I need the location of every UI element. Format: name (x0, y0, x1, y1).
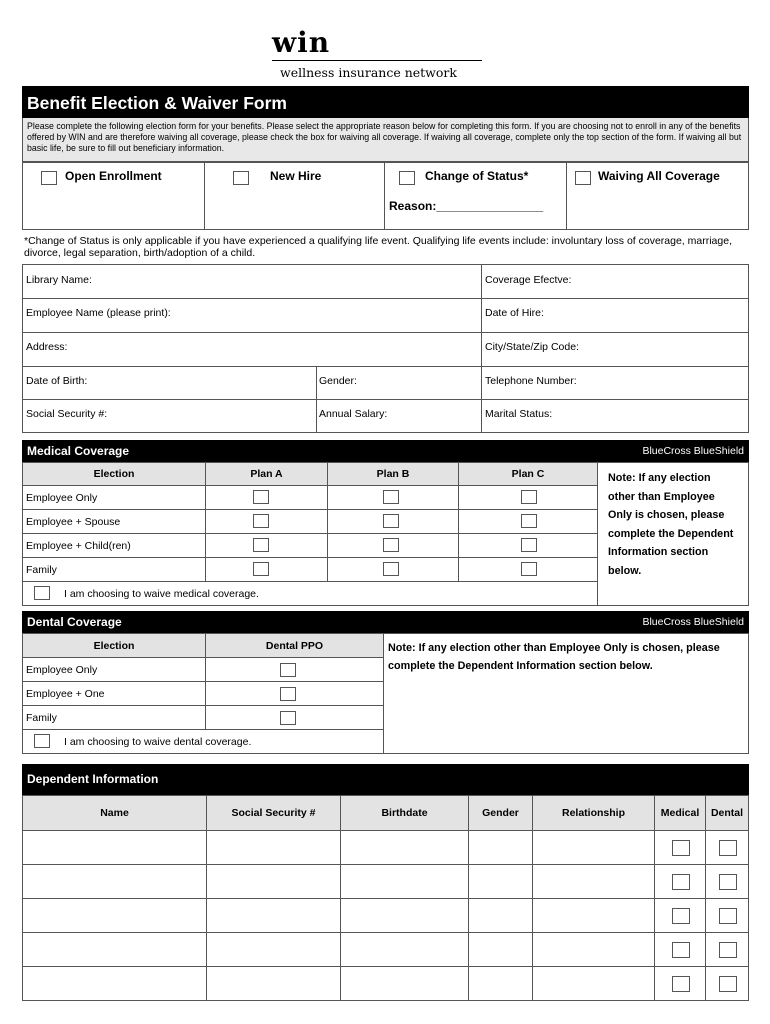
dental-note-cell (383, 633, 749, 754)
dependent-medical-checkbox[interactable] (672, 874, 690, 890)
dependent-name-cell[interactable] (22, 830, 207, 865)
logo (268, 26, 488, 86)
medical-family-plan-b-checkbox[interactable] (383, 562, 399, 576)
telephone-field[interactable]: Telephone Number: (485, 375, 577, 387)
dental-row-label: Family (22, 705, 206, 730)
dependent-birthdate-cell[interactable] (340, 932, 469, 967)
dependent-gender-cell[interactable] (468, 898, 533, 933)
dependent-ssn-cell[interactable] (206, 898, 341, 933)
dental-row-label: Employee + One (22, 681, 206, 706)
dependent-gender-cell[interactable] (468, 932, 533, 967)
waive-dental-label: I am choosing to waive dental coverage. (64, 736, 252, 748)
change-of-status-checkbox[interactable] (399, 171, 415, 185)
dependent-relationship-cell[interactable] (532, 864, 655, 899)
medical-employee-only-plan-b-checkbox[interactable] (383, 490, 399, 504)
medical-row-label: Employee Only (22, 485, 206, 510)
dental-col-election: Election (22, 633, 206, 658)
new-hire-label: New Hire (270, 169, 322, 183)
library-name-field[interactable]: Library Name: (26, 274, 92, 286)
dental-coverage-title: Dental Coverage (27, 615, 122, 629)
waive-dental-checkbox[interactable] (34, 734, 50, 748)
dependent-ssn-cell[interactable] (206, 864, 341, 899)
medical-coverage-title: Medical Coverage (27, 444, 130, 458)
form-title (22, 86, 749, 118)
dependent-medical-checkbox[interactable] (672, 908, 690, 924)
medical-note: Note: If any election other than Employee Only is chosen, please complete the Dependent Information section below. (608, 472, 734, 577)
coverage-effective-field[interactable]: Coverage Efectve: (485, 274, 572, 286)
annual-salary-field[interactable]: Annual Salary: (319, 408, 388, 420)
dependent-relationship-cell[interactable] (532, 932, 655, 967)
employee-info (22, 264, 749, 433)
dependent-ssn-cell[interactable] (206, 830, 341, 865)
open-enrollment-checkbox[interactable] (41, 171, 57, 185)
medical-family-plan-c-checkbox[interactable] (521, 562, 537, 576)
medical-employee-children-plan-a-checkbox[interactable] (253, 538, 269, 552)
dental-col-ppo: Dental PPO (205, 633, 384, 658)
medical-employee-children-plan-b-checkbox[interactable] (383, 538, 399, 552)
ssn-field[interactable]: Social Security #: (26, 408, 108, 420)
dependent-dental-checkbox[interactable] (719, 942, 737, 958)
dental-family-checkbox[interactable] (280, 711, 296, 725)
dependent-dental-checkbox[interactable] (719, 840, 737, 856)
medical-coverage-header (22, 440, 749, 462)
dental-table (22, 633, 749, 754)
dependent-medical-checkbox[interactable] (672, 942, 690, 958)
form-title-text: Benefit Election & Waiver Form (27, 93, 287, 113)
logo-name: win (272, 26, 331, 59)
dependent-col-ssn: Social Security # (206, 795, 341, 831)
medical-col-plan-b: Plan B (327, 462, 459, 486)
dental-note: Note: If any election other than Employee Only is chosen, please complete the Dependent Information section below. (388, 642, 720, 672)
medical-employee-only-plan-c-checkbox[interactable] (521, 490, 537, 504)
dental-coverage-header (22, 611, 749, 633)
waive-medical-checkbox[interactable] (34, 586, 50, 600)
dental-employee-one-checkbox[interactable] (280, 687, 296, 701)
date-of-birth-field[interactable]: Date of Birth: (26, 375, 88, 387)
date-of-hire-field[interactable]: Date of Hire: (485, 307, 544, 319)
dependent-birthdate-cell[interactable] (340, 830, 469, 865)
dependent-birthdate-cell[interactable] (340, 864, 469, 899)
dental-row-label: Employee Only (22, 657, 206, 682)
dependent-col-dental: Dental (705, 795, 749, 831)
medical-employee-spouse-plan-c-checkbox[interactable] (521, 514, 537, 528)
marital-status-field[interactable]: Marital Status: (485, 408, 553, 420)
dependent-birthdate-cell[interactable] (340, 898, 469, 933)
dependent-relationship-cell[interactable] (532, 830, 655, 865)
dependent-name-cell[interactable] (22, 966, 207, 1001)
dependent-dental-checkbox[interactable] (719, 908, 737, 924)
dental-carrier: BlueCross BlueShield (642, 616, 744, 628)
new-hire-checkbox[interactable] (233, 171, 249, 185)
dependent-gender-cell[interactable] (468, 830, 533, 865)
medical-family-plan-a-checkbox[interactable] (253, 562, 269, 576)
medical-employee-children-plan-c-checkbox[interactable] (521, 538, 537, 552)
dependent-info-title: Dependent Information (27, 772, 159, 786)
medical-employee-spouse-plan-b-checkbox[interactable] (383, 514, 399, 528)
dependent-ssn-cell[interactable] (206, 966, 341, 1001)
dependent-dental-checkbox[interactable] (719, 874, 737, 890)
instructions-box (22, 118, 749, 162)
reason-field[interactable]: Reason:________________ (389, 199, 544, 213)
dependent-medical-checkbox[interactable] (672, 840, 690, 856)
dental-employee-only-checkbox[interactable] (280, 663, 296, 677)
medical-carrier: BlueCross BlueShield (642, 445, 744, 457)
dependent-ssn-cell[interactable] (206, 932, 341, 967)
waive-medical-label: I am choosing to waive medical coverage. (64, 588, 259, 600)
dependent-name-cell[interactable] (22, 932, 207, 967)
medical-row-label: Employee + Spouse (22, 509, 206, 534)
medical-employee-spouse-plan-a-checkbox[interactable] (253, 514, 269, 528)
dependent-info-header (22, 764, 749, 795)
medical-col-plan-c: Plan C (458, 462, 598, 486)
dependent-col-birthdate: Birthdate (340, 795, 469, 831)
employee-name-field[interactable]: Employee Name (please print): (26, 307, 171, 319)
instructions-text: Please complete the following election form for your benefits. Please select the appropriate reason below for completing this form. If you are choosing not to enroll in any of the benefits offered by WIN and are therefore waiving all coverage, please check the box for waiving all coverage. If waiving all coverage, complete only the top section of the form. If waiving all but basic life, be sure to fill out beneficiary information. (27, 121, 742, 153)
dependent-col-name: Name (22, 795, 207, 831)
dependent-table (22, 795, 749, 1000)
logo-tagline: wellness insurance network (280, 65, 457, 80)
change-of-status-footnote: *Change of Status is only applicable if you have experienced a qualifying life event. Qualifying life events include: involuntary loss of coverage, marriage, divorce, legal separation, birth/adoption of a child. (24, 235, 732, 259)
medical-row-label: Family (22, 557, 206, 582)
dependent-birthdate-cell[interactable] (340, 966, 469, 1001)
dependent-col-gender: Gender (468, 795, 533, 831)
waiving-all-coverage-label: Waiving All Coverage (598, 169, 720, 183)
dependent-name-cell[interactable] (22, 864, 207, 899)
medical-table (22, 462, 749, 606)
dependent-col-relationship: Relationship (532, 795, 655, 831)
medical-employee-only-plan-a-checkbox[interactable] (253, 490, 269, 504)
dependent-medical-checkbox[interactable] (672, 976, 690, 992)
medical-note-cell (597, 462, 749, 606)
waiving-all-coverage-checkbox[interactable] (575, 171, 591, 185)
city-state-zip-field[interactable]: City/State/Zip Code: (485, 341, 579, 353)
logo-rule (272, 60, 482, 61)
dependent-gender-cell[interactable] (468, 864, 533, 899)
dependent-name-cell[interactable] (22, 898, 207, 933)
medical-row-label: Employee + Child(ren) (22, 533, 206, 558)
gender-field[interactable]: Gender: (319, 375, 357, 387)
address-field[interactable]: Address: (26, 341, 68, 353)
dependent-relationship-cell[interactable] (532, 966, 655, 1001)
reason-row (22, 162, 749, 230)
change-of-status-label: Change of Status* (425, 169, 529, 183)
dependent-relationship-cell[interactable] (532, 898, 655, 933)
open-enrollment-label: Open Enrollment (65, 169, 162, 183)
dependent-gender-cell[interactable] (468, 966, 533, 1001)
dependent-dental-checkbox[interactable] (719, 976, 737, 992)
medical-col-election: Election (22, 462, 206, 486)
dependent-col-medical: Medical (654, 795, 706, 831)
medical-col-plan-a: Plan A (205, 462, 328, 486)
